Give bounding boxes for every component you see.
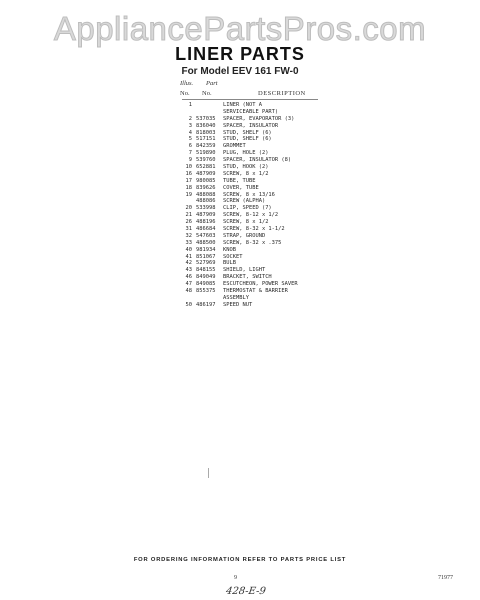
row-part-number: 547603 — [196, 232, 216, 239]
row-illus-number: 3 — [188, 122, 192, 129]
parts-row — [180, 136, 340, 143]
parts-row — [180, 240, 340, 247]
parts-row — [180, 150, 340, 157]
row-part-number: 836040 — [196, 122, 216, 129]
row-description: SCREW, 8 x 13/16 — [223, 191, 275, 198]
parts-row — [180, 302, 340, 309]
row-part-number: 488500 — [196, 239, 216, 246]
header-rule — [182, 99, 318, 100]
row-part-number: 980085 — [196, 177, 216, 184]
row-illus-number: 40 — [185, 246, 192, 253]
row-part-number: 849085 — [196, 281, 216, 288]
row-illus-number: 50 — [185, 301, 192, 308]
parts-list — [180, 102, 340, 309]
parts-row — [180, 254, 340, 261]
parts-row — [180, 130, 340, 137]
ordering-footer: FOR ORDERING INFORMATION REFER TO PARTS PRICE LIST — [133, 557, 347, 563]
header-description: DESCRIPTION — [258, 90, 306, 97]
watermark: AppliancePartsPros.com — [53, 10, 427, 47]
row-part-number: 981934 — [196, 246, 216, 253]
row-description: STUD, SHELF (6) — [223, 129, 272, 136]
row-description: SHIELD, LIGHT — [223, 267, 266, 274]
divider-mark — [208, 468, 209, 478]
row-part-number: 488088 — [196, 191, 216, 198]
parts-row — [180, 288, 340, 295]
header-part-no: No. — [202, 90, 212, 97]
row-illus-number: 7 — [188, 150, 192, 157]
row-part-number: 486684 — [196, 226, 216, 233]
parts-row — [180, 171, 340, 178]
row-part-number: 517151 — [196, 136, 216, 143]
row-part-number — [196, 109, 223, 116]
row-description: SCREW, 8 x 1/2 — [223, 219, 269, 226]
parts-row — [180, 260, 340, 267]
row-part-number: 488196 — [196, 219, 216, 226]
row-illus-number: 48 — [185, 288, 192, 295]
row-illus-number: 19 — [185, 191, 192, 198]
row-illus-number: 42 — [185, 260, 192, 267]
row-part-number: 537035 — [196, 115, 216, 122]
parts-row — [180, 212, 340, 219]
row-part-number: 487909 — [196, 212, 216, 219]
row-illus-number: 18 — [185, 184, 192, 191]
row-illus-number — [180, 295, 196, 302]
row-description: TUBE, TUBE — [223, 177, 256, 184]
handwritten-note: 428-E-9 — [225, 586, 267, 597]
row-illus-number: 21 — [185, 212, 192, 219]
row-description: SCREW, 8 x 1/2 — [223, 170, 269, 177]
parts-row — [180, 281, 340, 288]
row-part-number: 519890 — [196, 150, 216, 157]
row-illus-number: 4 — [188, 129, 192, 136]
row-part-number: 855375 — [196, 288, 216, 295]
row-description: SCREW, 8-32 x 1-1/2 — [223, 226, 285, 233]
row-description: STRAP, GROUND — [223, 232, 266, 239]
page-title: LINER PARTS — [175, 44, 305, 64]
row-part-number: 527969 — [196, 260, 216, 267]
row-part-number — [196, 295, 223, 302]
row-part-number: 652881 — [196, 164, 216, 171]
row-illus-number: 17 — [185, 177, 192, 184]
parts-row — [180, 164, 340, 171]
row-description: THERMOSTAT & BARRIER — [223, 288, 288, 295]
row-part-number: 487909 — [196, 170, 216, 177]
row-part-number: 539760 — [196, 157, 216, 164]
row-description: ASSEMBLY — [223, 294, 249, 301]
parts-row — [180, 109, 340, 116]
page-number: 9 — [234, 575, 237, 581]
row-illus-number — [180, 198, 196, 205]
header-illus-no: No. — [180, 90, 190, 97]
row-illus-number: 1 — [188, 102, 192, 108]
row-description: STUD, SHELF (6) — [223, 136, 272, 143]
row-illus-number: 6 — [188, 143, 192, 150]
parts-row — [180, 116, 340, 123]
parts-row — [180, 267, 340, 274]
row-part-number: 848155 — [196, 267, 216, 274]
row-part-number: 851067 — [196, 253, 216, 260]
row-part-number — [196, 102, 223, 109]
row-illus-number: 46 — [185, 274, 192, 281]
model-subtitle: For Model EEV 161 FW-0 — [181, 66, 299, 77]
row-description: SPACER, INSULATOR — [223, 122, 279, 129]
document-code: 71977 — [438, 575, 453, 581]
row-illus-number: 5 — [188, 136, 192, 143]
parts-row — [180, 274, 340, 281]
row-description: ESCUTCHEON, POWER SAVER — [223, 281, 298, 288]
row-description: SOCKET — [223, 253, 243, 260]
row-description: GROMMET — [223, 143, 246, 150]
row-description: KNOB — [223, 246, 236, 253]
row-part-number: 818003 — [196, 129, 216, 136]
row-illus-number: 20 — [185, 205, 192, 212]
row-part-number: 533998 — [196, 205, 216, 212]
parts-row — [180, 102, 340, 109]
row-description: BULB — [223, 260, 236, 267]
parts-row — [180, 233, 340, 240]
row-illus-number: 10 — [185, 164, 192, 171]
row-description: CLIP, SPEED (7) — [223, 205, 272, 212]
parts-row — [180, 198, 340, 205]
row-description: SPACER, EVAPORATOR (3) — [223, 115, 295, 122]
header-part: Part — [206, 80, 218, 87]
row-illus-number: 41 — [185, 253, 192, 260]
row-description: SPACER, INSULATOR (8) — [223, 157, 292, 164]
row-description: SERVICEABLE PART) — [223, 108, 279, 115]
row-illus-number: 32 — [185, 232, 192, 239]
row-description: COVER, TUBE — [223, 184, 259, 191]
row-illus-number: 31 — [185, 226, 192, 233]
row-description: SCREW (ALPHA) — [223, 198, 266, 205]
parts-row — [180, 143, 340, 150]
row-description: BRACKET, SWITCH — [223, 274, 272, 281]
row-description: SCREW, 8-12 x 1/2 — [223, 212, 279, 219]
parts-row — [180, 219, 340, 226]
parts-row — [180, 295, 340, 302]
row-description: SCREW, 8-32 x .375 — [223, 239, 282, 246]
row-part-number: 849049 — [196, 274, 216, 281]
row-illus-number: 9 — [188, 157, 192, 164]
row-part-number: 486197 — [196, 301, 216, 308]
row-part-number: 488086 — [196, 198, 216, 205]
parts-row — [180, 226, 340, 233]
row-description: STUD, HOOK (2) — [223, 164, 269, 171]
row-illus-number: 47 — [185, 281, 192, 288]
parts-row — [180, 247, 340, 254]
row-description: LINER (NOT A — [223, 102, 262, 108]
row-description: SPEED NUT — [223, 301, 253, 308]
header-illus: Illus. — [180, 80, 194, 87]
row-illus-number: 33 — [185, 239, 192, 246]
parts-row — [180, 185, 340, 192]
row-illus-number: 16 — [185, 170, 192, 177]
row-illus-number: 26 — [185, 219, 192, 226]
parts-row — [180, 178, 340, 185]
row-illus-number: 43 — [185, 267, 192, 274]
parts-row — [180, 192, 340, 199]
parts-row — [180, 205, 340, 212]
row-part-number: 839626 — [196, 184, 216, 191]
row-description: PLUG, HOLE (2) — [223, 150, 269, 157]
row-illus-number: 2 — [188, 115, 192, 122]
parts-row — [180, 123, 340, 130]
row-illus-number — [180, 109, 196, 116]
parts-row — [180, 157, 340, 164]
row-part-number: 842359 — [196, 143, 216, 150]
